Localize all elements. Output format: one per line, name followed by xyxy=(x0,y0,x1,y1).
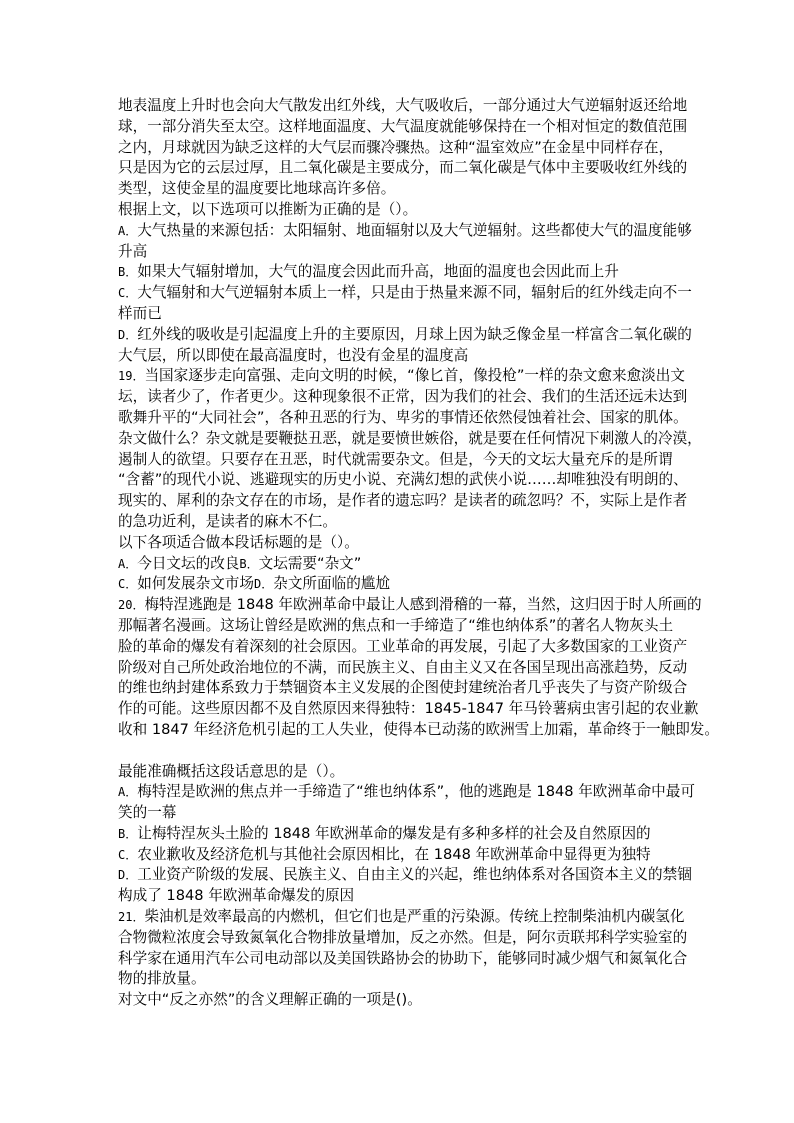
passage-line: 合物微粒浓度会导致氮氧化合物排放量增加，反之亦然。但是，阿尔贡联邦科学实验室的 xyxy=(118,928,688,946)
passage-line: 地表温度上升时也会向大气散发出红外线，大气吸收后，一部分通过大气逆辐射返还给地 xyxy=(118,97,688,114)
option-a xyxy=(118,221,698,242)
option-text: 如何发展杂文市场 xyxy=(137,575,254,593)
option-c xyxy=(118,283,698,304)
option-row-cd xyxy=(118,574,698,595)
option-label: B． xyxy=(239,556,259,571)
passage-line: 阶级对自己所处政治地位的不满，而民族主义、自由主义又在各国呈现出高涨趋势，反动 xyxy=(118,658,688,676)
option-text: 大气辐射和大气逆辐射本质上一样，只是由于热量来源不同，辐射后的红外线走向不一 xyxy=(137,284,692,302)
option-label: C． xyxy=(118,286,138,301)
passage-line: 现实的、犀利的杂文存在的市场，是作者的遗忘吗？是读者的疏忽吗？不，实际上是作者 xyxy=(118,492,688,510)
option-d xyxy=(118,865,698,886)
passage-line: 物的排放量。 xyxy=(118,970,206,988)
question-number: 21． xyxy=(118,910,145,925)
option-label: D． xyxy=(118,868,138,883)
passage-line xyxy=(118,595,702,616)
option-row-ab xyxy=(118,554,698,575)
question-prompt: 最能准确概括这段话意思的是（）。 xyxy=(118,762,345,780)
passage-line: 科学家在通用汽车公司电动部以及美国铁路协会的协助下，能够同时减少烟气和氮氧化合 xyxy=(118,949,688,967)
option-text: 今日文坛的改良 xyxy=(137,554,240,572)
passage-18 xyxy=(118,96,698,366)
passage-line: 的维也纳封建体系致力于禁锢资本主义发展的企图使封建统治者几乎丧失了与资产阶级合 xyxy=(118,679,688,697)
question-number: 20． xyxy=(118,598,145,613)
option-label: B． xyxy=(118,265,138,280)
passage-line: 脸的革命的爆发有着深刻的社会原因。工业革命的再发展，引起了大多数国家的工业资产 xyxy=(118,637,688,655)
blank-line xyxy=(118,741,698,762)
option-text: 如果大气辐射增加，大气的温度会因此而升高，地面的温度也会因此而上升 xyxy=(137,263,619,281)
option-text-continued: 样而已 xyxy=(118,304,162,322)
option-text: 大气热量的来源包括：太阳辐射、地面辐射以及大气逆辐射。这些都使大气的温度能够 xyxy=(137,221,692,239)
passage-line: 之内，月球就因为缺乏这样的大气层而骤冷骤热。这种“温室效应”在金星中同样存在， xyxy=(118,138,674,156)
passage-line: 只是因为它的云层过厚，且二氧化碳是主要成分，而二氧化碳是气体中主要吸收红外线的 xyxy=(118,159,688,177)
option-label: C． xyxy=(118,577,138,592)
document-page xyxy=(118,96,719,1011)
option-text: 农业歉收及经济危机与其他社会原因相比，在 1848 年欧洲革命中显得更为独特 xyxy=(137,845,651,863)
passage-text: 当国家逐步走向富强、走向文明的时候，“像匕首，像投枪”一样的杂文愈来愈淡出文 xyxy=(144,367,685,385)
passage-line: 杂文做什么？杂文就是要鞭挞丑恶，就是要愤世嫉俗，就是要在任何情况下刺激人的冷漠， xyxy=(118,429,702,447)
passage-line: 收和 1847 年经济危机引起的工人失业，使得本已动荡的欧洲雪上加霜，革命终于一触即发。 xyxy=(118,720,719,738)
option-text: 梅特涅是欧洲的焦点并一手缔造了“维也纳体系”，他的逃跑是 1848 年欧洲革命中最可 xyxy=(137,783,695,801)
option-text: 文坛需要“杂文” xyxy=(258,554,362,572)
passage-line xyxy=(118,366,698,387)
passage-line: 坛，读者少了，作者更少。这种现象很不正常，因为我们的社会、我们的生活还远未达到 xyxy=(118,388,688,406)
option-c xyxy=(118,845,698,866)
question-19 xyxy=(118,366,702,595)
option-label: A． xyxy=(118,785,138,800)
passage-line: 作的可能。这些原因都不及自然原因来得独特：1845-1847 年马铃薯病虫害引起的农业歉 xyxy=(118,700,699,718)
passage-line: 那幅著名漫画。这场让曾经是欧洲的焦点和一手缔造了“维也纳体系”的著名人物灰头土 xyxy=(118,616,674,634)
question-prompt: 根据上文，以下选项可以推断为正确的是（）。 xyxy=(118,200,418,218)
passage-line: 球，一部分消失至太空。这样地面温度、大气温度就能够保持在一个相对恒定的数值范围 xyxy=(118,117,688,135)
option-label: D． xyxy=(254,577,274,592)
option-label: A． xyxy=(118,223,138,238)
option-b xyxy=(118,262,698,283)
passage-line: 的急功近利，是读者的麻木不仁。 xyxy=(118,512,337,530)
option-a xyxy=(118,782,698,803)
option-text-continued: 大气层，所以即使在最高温度时，也没有金星的温度高 xyxy=(118,346,469,364)
option-text-continued: 笑的一幕 xyxy=(118,804,177,822)
option-text: 杂文所面临的尴尬 xyxy=(273,575,390,593)
option-text: 工业资产阶级的发展、民族主义、自由主义的兴起，维也纳体系对各国资本主义的禁锢 xyxy=(137,866,692,884)
option-text: 红外线的吸收是引起温度上升的主要原因，月球上因为缺乏像金星一样富含二氧化碳的 xyxy=(137,325,692,343)
question-number: 19． xyxy=(118,369,145,384)
passage-line: 遏制人的欲望。只要存在丑恶，时代就需要杂文。但是，今天的文坛大量充斥的是所谓 xyxy=(118,450,673,468)
option-label: A． xyxy=(118,556,138,571)
question-prompt: 以下各项适合做本段话标题的是（）。 xyxy=(118,533,359,551)
option-label: B． xyxy=(118,826,138,841)
option-d xyxy=(118,325,698,346)
passage-line: “含蓄”的现代小说、逃避现实的历史小说、充满幻想的武侠小说……却唯独没有明朗的、 xyxy=(118,471,688,489)
option-text-continued: 升高 xyxy=(118,242,148,260)
option-text: 让梅特涅灰头土脸的 1848 年欧洲革命的爆发是有多种多样的社会及自然原因的 xyxy=(137,824,651,842)
option-text-continued: 构成了 1848 年欧洲革命爆发的原因 xyxy=(118,887,355,905)
question-prompt: 对文中“反之亦然”的含义理解正确的一项是()。 xyxy=(118,991,422,1009)
passage-line xyxy=(118,907,698,928)
question-20 xyxy=(118,595,719,907)
option-label: C． xyxy=(118,847,138,862)
passage-line: 歌舞升平的“大同社会”，各种丑恶的行为、卑劣的事情还依然侵蚀着社会、国家的肌体。 xyxy=(118,408,688,426)
option-label: D． xyxy=(118,327,138,342)
option-b xyxy=(118,824,698,845)
passage-line: 类型，这使金星的温度要比地球高许多倍。 xyxy=(118,180,396,198)
question-21 xyxy=(118,907,698,1011)
passage-text: 梅特涅逃跑是 1848 年欧洲革命中最让人感到滑稽的一幕，当然，这归因于时人所画的 xyxy=(144,596,702,614)
passage-text: 柴油机是效率最高的内燃机，但它们也是严重的污染源。传统上控制柴油机内碳氢化 xyxy=(144,908,685,926)
